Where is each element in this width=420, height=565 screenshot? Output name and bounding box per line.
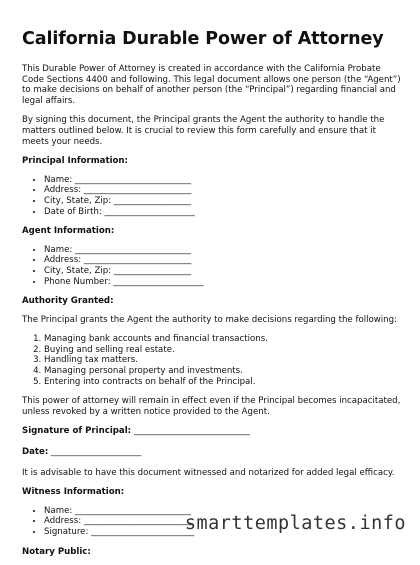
list-item: 4. Managing personal property and investments. (44, 366, 402, 377)
list-item: 5. Entering into contracts on behalf of the Principal. (44, 377, 402, 388)
list-item: • Address: _________________________ (44, 516, 402, 527)
principal-heading: Principal Information: (22, 156, 128, 167)
agent-heading: Agent Information: (22, 226, 115, 237)
watermark: smarttemplates.info (184, 513, 406, 534)
document-page (22, 28, 402, 565)
date-field (22, 447, 402, 458)
list-item: • Phone Number: _____________________ (44, 277, 402, 288)
advice-paragraph: It is advisable to have this document witnessed and notarized for added legal efficacy. (22, 467, 395, 478)
witness-heading: Witness Information: (22, 487, 125, 498)
date-label: Date: (22, 447, 49, 458)
authority-heading: Authority Granted: (22, 296, 114, 307)
date-line: _____________________ (48, 447, 142, 458)
principal-list (22, 175, 402, 217)
list-item: 2. Buying and selling real estate. (44, 345, 402, 356)
list-item: • Address: _________________________ (44, 255, 402, 266)
authority-text: The Principal grants the Agent the authority to make decisions regarding the following: (22, 314, 397, 325)
list-item: • Name: ___________________________ (44, 245, 402, 256)
intro-paragraph-2: By signing this document, the Principal grants the Agent the authority to handle the matters outlined below. It is crucial to review this form carefully and ensure that it meets your needs. (22, 115, 385, 147)
signature-field (22, 426, 402, 437)
intro-paragraph: This Durable Power of Attorney is created in accordance with the California Probate Code Sections 4400 and following. This legal document allows one person (the “Agent”) to make decisions on behalf of another person (the “Principal”) regarding financial and legal affairs. (22, 64, 401, 106)
notary-heading: Notary Public: (22, 546, 91, 557)
agent-list (22, 245, 402, 287)
list-item: 3. Handling tax matters. (44, 355, 402, 366)
list-item: • Date of Birth: _____________________ (44, 207, 402, 218)
signature-line: ___________________________ (131, 426, 250, 437)
list-item: • Name: ___________________________ (44, 175, 402, 186)
signature-label: Signature of Principal: (22, 426, 132, 437)
list-item: 1. Managing bank accounts and financial transactions. (44, 334, 402, 345)
list-item: • Address: _________________________ (44, 185, 402, 196)
authority-list (22, 334, 402, 387)
list-item: • City, State, Zip: __________________ (44, 196, 402, 207)
list-item: • Signature: ________________________ (44, 527, 402, 538)
document-title: California Durable Power of Attorney (22, 29, 384, 49)
list-item: • City, State, Zip: __________________ (44, 266, 402, 277)
durability-paragraph: This power of attorney will remain in effect even if the Principal becomes incapacitated, unless revoked by a written notice provided to the Agent. (22, 396, 401, 417)
list-item: • Name: ___________________________ (44, 506, 402, 517)
